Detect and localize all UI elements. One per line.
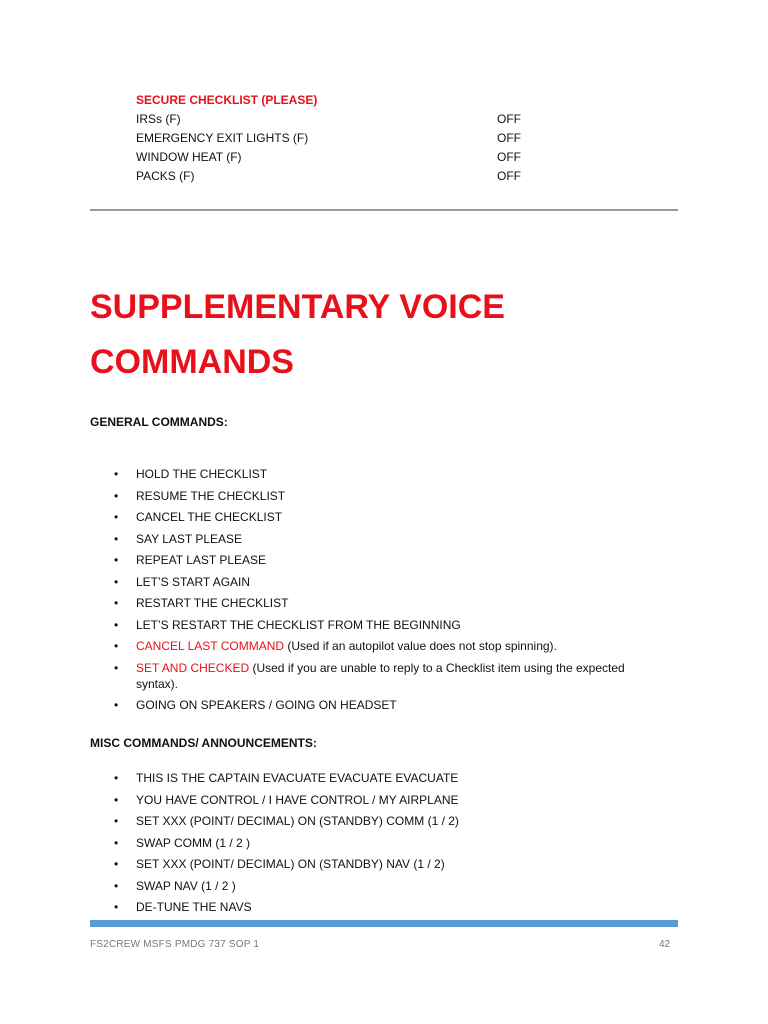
checklist-value: OFF: [497, 150, 521, 164]
list-item: [112, 466, 652, 482]
list-item: [112, 638, 652, 654]
command-note: (Used if an autopilot value does not stop spinning).: [284, 639, 557, 653]
general-commands-list: [112, 466, 652, 719]
list-item: [112, 488, 652, 504]
section-divider: [90, 209, 678, 211]
list-item: [112, 792, 652, 808]
footer-title: FS2CREW MSFS PMDG 737 SOP 1: [90, 939, 260, 950]
command-text: LET’S RESTART THE CHECKLIST FROM THE BEGINNING: [136, 617, 461, 632]
command-text: GOING ON SPEAKERS / GOING ON HEADSET: [136, 698, 397, 712]
command-text: SAY LAST PLEASE: [136, 531, 243, 546]
list-item: [112, 835, 652, 851]
checklist-item: EMERGENCY EXIT LIGHTS (F): [136, 131, 309, 145]
list-item: [112, 574, 652, 590]
heading-line-2: COMMANDS: [90, 343, 294, 381]
command-text: SET XXX (POINT/ DECIMAL) ON (STANDBY) NAV (1 / 2): [136, 857, 445, 871]
page-number: 42: [659, 939, 671, 950]
list-item: [112, 552, 652, 568]
command-text: REPEAT LAST PLEASE: [136, 553, 267, 567]
list-item: [112, 770, 652, 786]
checklist-item: IRSs (F): [136, 112, 181, 126]
command-text: RESTART THE CHECKLIST: [136, 596, 289, 610]
list-item: [112, 899, 652, 915]
footer-rule: [90, 920, 678, 927]
misc-commands-label: MISC COMMANDS/ ANNOUNCEMENTS:: [90, 736, 317, 750]
command-text: THIS IS THE CAPTAIN EVACUATE EVACUATE EVACUATE: [136, 771, 459, 785]
checklist-value: OFF: [497, 131, 521, 145]
command-text: DE-TUNE THE NAVS: [136, 900, 252, 914]
checklist-item: PACKS (F): [136, 169, 195, 183]
command-text: HOLD THE CHECKLIST: [136, 467, 268, 481]
list-item: [112, 813, 652, 829]
checklist-value: OFF: [497, 112, 521, 126]
list-item: [112, 697, 652, 713]
command-text: CANCEL THE CHECKLIST: [136, 510, 283, 524]
command-note: (Used if you are unable to reply to a Checklist item using the expected syntax).: [136, 660, 625, 691]
command-text: SWAP NAV (1 / 2 ): [136, 878, 236, 893]
heading-line-1: SUPPLEMENTARY VOICE: [90, 288, 505, 326]
command-text-highlighted: CANCEL LAST COMMAND: [136, 639, 285, 653]
command-text-highlighted: SET AND CHECKED: [136, 660, 250, 675]
list-item: [112, 595, 652, 611]
misc-commands-list: [112, 770, 652, 921]
page-heading: [90, 280, 690, 390]
command-text: SWAP COMM (1 / 2 ): [136, 835, 251, 850]
list-item: [112, 878, 652, 894]
checklist-item: WINDOW HEAT (F): [136, 150, 242, 164]
list-item: [112, 617, 652, 633]
command-text: SET XXX (POINT/ DECIMAL) ON (STANDBY) COMM (1 / 2): [136, 814, 459, 828]
list-item: [112, 856, 652, 872]
checklist-value: OFF: [497, 169, 521, 183]
checklist-title: SECURE CHECKLIST (PLEASE): [136, 93, 318, 107]
list-item: [112, 531, 652, 547]
command-text: YOU HAVE CONTROL / I HAVE CONTROL / MY AIRPLANE: [136, 792, 459, 807]
list-item: [112, 509, 652, 525]
command-text: RESUME THE CHECKLIST: [136, 488, 286, 503]
general-commands-label: GENERAL COMMANDS:: [90, 415, 228, 429]
list-item: [112, 660, 652, 692]
command-text: LET’S START AGAIN: [136, 574, 251, 589]
